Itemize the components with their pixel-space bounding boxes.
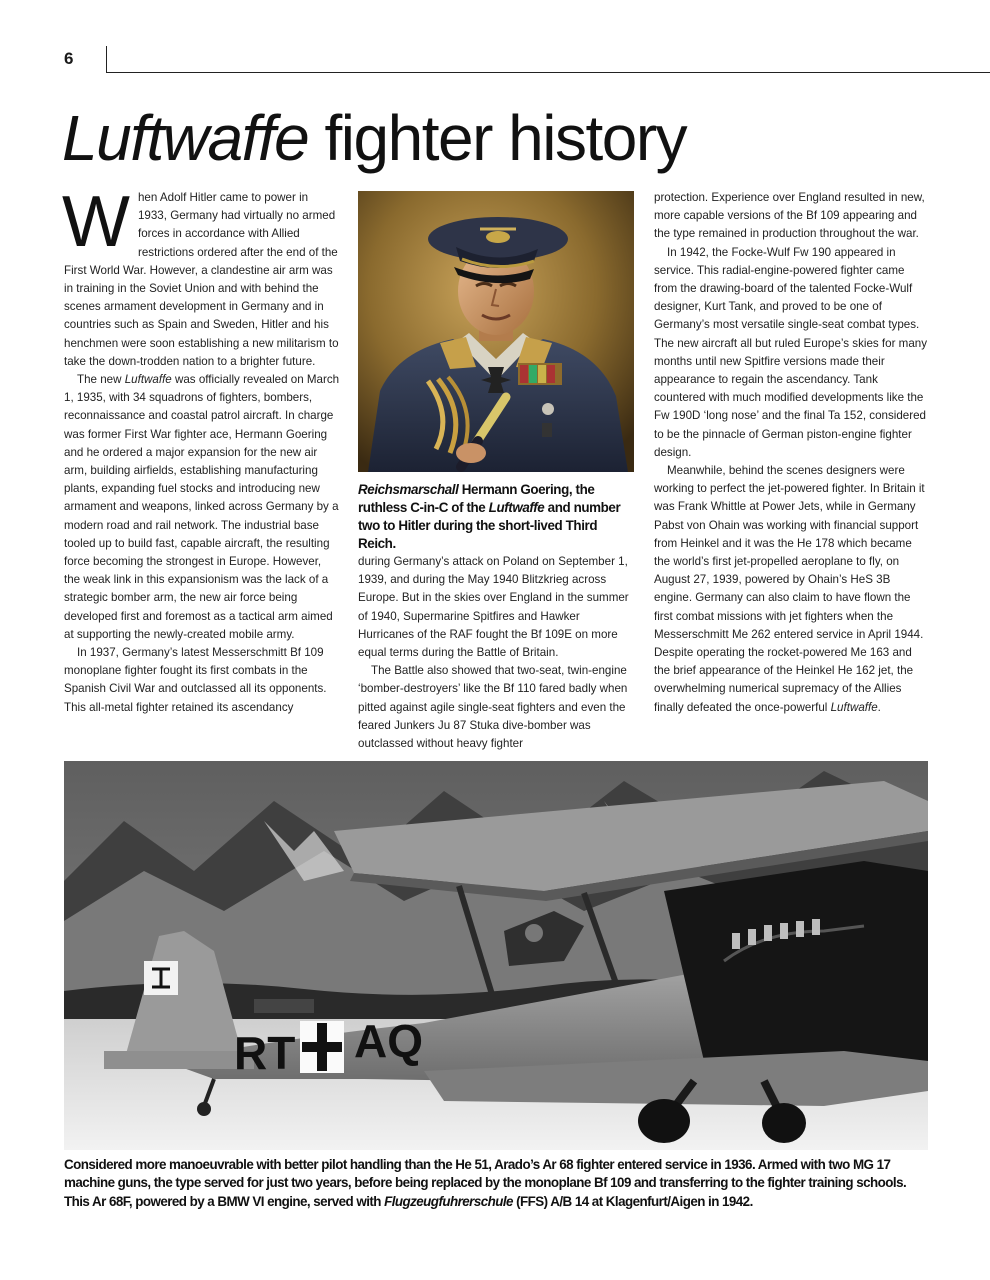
paragraph-text: was officially revealed on March 1, 1935, with 34 squadrons of fighters, bombers, reconnaissance and coastal patrol aircraft. In charge was former First War fighter ace, Hermann Goering and he ordered a major expansion for the new air arm, building airfields, establishing manufacturing plants, expanding fuel stocks and introducing new armament and weapons, linked across Germany by a modern road and rail network. The industrial base tooled up to build fast, capable aircraft, the resulting force becoming the strongest in Europe. However, the weak link in this expansionism was the lack of a strategic bomber arm, the new air force being developed first and foremost as a tactical arm aimed at supporting the newly-created mobile army. [64, 373, 340, 641]
aircraft-caption [64, 1156, 930, 1211]
caption-text: and number two to Hitler during the short-lived Third Reich. [358, 500, 621, 551]
title-rest: fighter history [308, 102, 687, 174]
page-title [62, 98, 686, 178]
paragraph [62, 182, 340, 371]
header-divider-vertical [106, 46, 107, 72]
caption-text: (FFS) A/B 14 at Klagenfurt/Aigen in 1942. [512, 1193, 753, 1209]
fuselage-code-right: AQ [354, 1015, 423, 1067]
paragraph-text: . [877, 700, 881, 714]
caption-text: Considered more manoeuvrable with better pilot handling than the He 51, Arado’s Ar 68 fighter entered service in 1936. Armed with two MG 17 machine guns, the type served for just two years, before being replaced by the monoplane Bf 109 and transferring to the fighter training schools. This Ar 68F, powered by a BMW VI engine, served with [64, 1157, 907, 1209]
paragraph: In 1937, Germany’s latest Messerschmitt Bf 109 monoplane fighter fought its first combats in the Spanish Civil War and outclassed all its opponents. This all-metal fighter retained its ascendancy [64, 646, 327, 714]
paragraph [64, 371, 340, 644]
fuselage-code-left: RT [234, 1027, 296, 1079]
article-column-2 [358, 553, 634, 753]
page-number: 6 [64, 49, 74, 68]
caption-text: Hermann Goering, the ruthless C-in-C of the [358, 482, 595, 515]
paragraph: protection. Experience over England resulted in new, more capable versions of the Bf 109 appearing and the type remained in production throughout the war. [654, 191, 925, 241]
portrait-caption [358, 481, 638, 553]
italic-term: Luftwaffe [124, 373, 172, 387]
title-italic: Luftwaffe [62, 102, 309, 174]
arado-ar68-photo [64, 761, 928, 1150]
header-rule [106, 72, 990, 73]
caption-italic: Luftwaffe [488, 500, 545, 515]
article-column-1 [62, 182, 340, 717]
paragraph: during Germany’s attack on Poland on September 1, 1939, and during the May 1940 Blitzkrieg across Europe. But in the skies over England in the summer of 1940, Supermarine Spitfires and Hawker Hurricanes of the RAF fought the Bf 109E on more equal terms during the Battle of Britain. [358, 555, 629, 660]
drop-cap: W [62, 182, 130, 262]
goering-portrait-photo [358, 191, 634, 472]
aircraft-illustration [64, 761, 928, 1150]
caption-italic: Reichsmarschall [358, 482, 459, 497]
caption-italic: Flugzeugfuhrerschule [384, 1193, 513, 1209]
portrait-illustration [358, 191, 634, 472]
paragraph-text: The new [77, 373, 125, 387]
article-column-3 [654, 189, 930, 717]
paragraph-text: hen Adolf Hitler came to power in 1933, Germany had virtually no armed forces in accordance with Allied restrictions ordered after the end of the First World War. However, a clandestine air arm was in training in the Soviet Union and with behind the scenes armament development in Germany and in countries such as Spain and Sweden, Hitler and his henchmen were soon establishing a new militarism to take the down-trodden nation to a brighter future. [64, 191, 339, 368]
paragraph [654, 462, 930, 717]
paragraph: The Battle also showed that two-seat, twin-engine ‘bomber-destroyers’ like the Bf 110 fared badly when pitted against agile single-seat fighters and even the feared Junkers Ju 87 Stuka dive-bomber was outclassed without heavy fighter [358, 664, 628, 751]
paragraph-text: Meanwhile, behind the scenes designers were working to perfect the jet-powered fighter. In Britain it was Frank Whittle at Power Jets, while in Germany Pabst von Ohain was working with financial support from Heinkel and it was the He 178 which became the world’s first jet-propelled aeroplane to fly, on August 27, 1939, powered by Ohain’s HeS 3B engine. Germany can also claim to have flown the first combat missions with jet fighters when the Messerschmitt Me 262 entered service in April 1944. Despite operating the rocket-powered Me 163 and the brief appearance of the Heinkel He 162 jet, the overwhelming numerical supremacy of the Allies finally defeated the once-powerful [654, 464, 925, 714]
italic-term: Luftwaffe [830, 700, 878, 714]
paragraph: In 1942, the Focke-Wulf Fw 190 appeared in service. This radial-engine-powered fighter came from the drawing-board of the talented Focke-Wulf designer, Kurt Tank, and proved to be one of Germany’s most versatile single-seat combat types. The new aircraft all but ruled Europe’s skies for many months until new Spitfire versions made their appearance to regain the ascendancy. Tank countered with much modified developments like the Fw 190D ‘long nose’ and the final Ta 152, considered to be the pinnacle of German piston-engine fighter design. [654, 245, 928, 459]
